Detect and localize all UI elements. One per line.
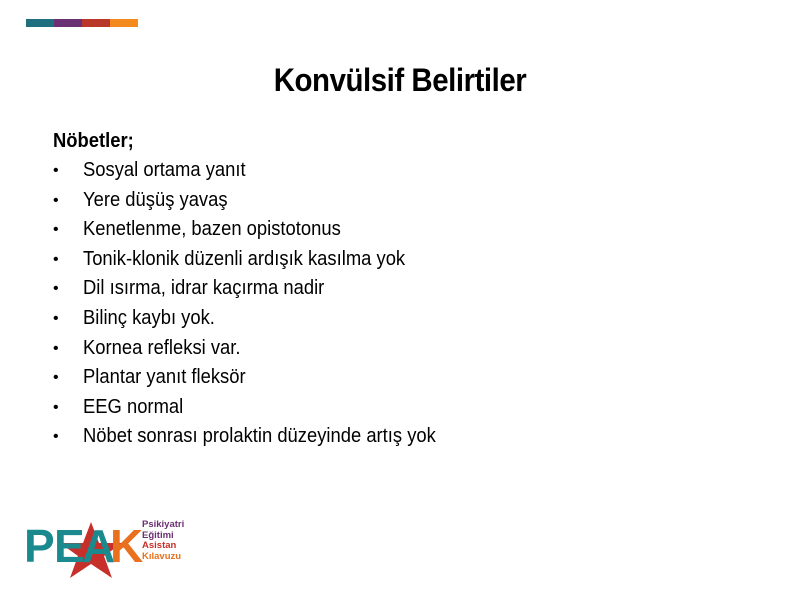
- bullet-icon: •: [53, 428, 59, 446]
- bullet-icon: •: [53, 162, 59, 179]
- list-item: • EEG normal: [53, 393, 773, 423]
- list-item: • Kornea refleksi var.: [53, 334, 773, 364]
- bullet-icon: •: [53, 339, 59, 357]
- logo-letter-a: A: [82, 520, 116, 572]
- bullet-icon: •: [53, 221, 59, 239]
- logo-letter-e: E: [54, 520, 85, 572]
- logo-subtitle: [142, 520, 184, 562]
- logo-line: Kılavuzu: [142, 550, 182, 562]
- bullet-icon: •: [53, 191, 59, 209]
- list-item: • Bilinç kaybı yok.: [53, 304, 773, 334]
- list-item: • Tonik-klonik düzenli ardışık kasılma yok: [53, 245, 773, 275]
- bar-segment-red: [82, 19, 110, 27]
- list-item: • Nöbet sonrası prolaktin düzeyinde artış yok: [53, 422, 773, 452]
- bullet-icon: •: [53, 280, 59, 298]
- bar-segment-orange: [110, 19, 138, 27]
- list-heading: Nöbetler;: [53, 130, 134, 152]
- logo-line: Asistan: [142, 540, 177, 551]
- bullet-list: [53, 156, 773, 452]
- slide-content: [53, 127, 773, 452]
- list-item: • Kenetlenme, bazen opistotonus: [53, 215, 773, 245]
- bullet-icon: •: [53, 309, 59, 327]
- list-item: • Sosyal ortama yanıt: [53, 156, 773, 186]
- bar-segment-teal: [26, 19, 54, 27]
- list-item: • Dil ısırma, idrar kaçırma nadir: [53, 274, 773, 304]
- logo-letter-p: P: [24, 520, 55, 572]
- logo-letter-k: K: [110, 520, 144, 572]
- bar-segment-purple: [54, 19, 82, 27]
- list-item: • Yere düşüş yavaş: [53, 186, 773, 216]
- bullet-icon: •: [53, 250, 59, 268]
- slide-title: Konvülsif Belirtiler: [273, 62, 527, 98]
- logo-line: Psikiyatri: [142, 519, 185, 530]
- bullet-icon: •: [53, 369, 59, 387]
- bullet-icon: •: [53, 398, 59, 416]
- logo-line: Eğitimi: [142, 529, 174, 541]
- top-color-bar: [26, 19, 138, 27]
- list-item: • Plantar yanıt fleksör: [53, 363, 773, 393]
